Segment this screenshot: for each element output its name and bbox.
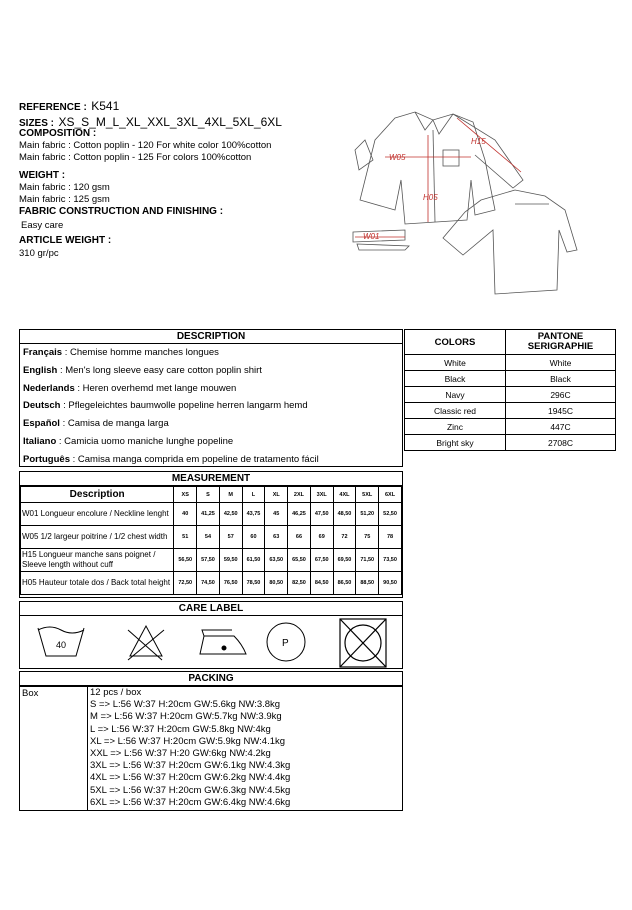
color-name: Navy xyxy=(405,387,506,403)
size-header: XS xyxy=(174,487,197,503)
wash-temp: 40 xyxy=(56,640,67,650)
measurement-value: 74,50 xyxy=(197,572,220,595)
description-title: DESCRIPTION xyxy=(20,330,402,344)
colors-row xyxy=(405,371,616,387)
measurement-row xyxy=(21,503,402,526)
description-text: : Heren overhemd met lange mouwen xyxy=(74,382,237,394)
pantone-code: 2708C xyxy=(506,435,616,451)
description-lang: Nederlands xyxy=(23,382,75,394)
colors-row xyxy=(405,403,616,419)
measurement-desc-header: Description xyxy=(21,487,174,503)
measurement-value: 40 xyxy=(174,503,197,526)
packing-line: 4XL => L:56 W:37 H:20cm GW:6.2kg NW:4.4kg xyxy=(90,772,291,784)
description-row xyxy=(20,433,402,451)
description-row xyxy=(20,415,402,433)
size-header: L xyxy=(242,487,265,503)
measurement-value: 51 xyxy=(174,526,197,549)
fabric-value: Easy care xyxy=(21,220,64,231)
description-lang: Português xyxy=(23,453,70,465)
measurement-row xyxy=(21,549,402,572)
description-text: : Pflegeleichtes baumwolle popeline herren langarm hemd xyxy=(60,400,308,412)
iron-low-icon xyxy=(200,630,246,654)
measurement-value: 78 xyxy=(379,526,402,549)
description-row xyxy=(20,451,402,469)
description-text: : Camisa manga comprida em popeline de tratamento fácil xyxy=(69,453,319,465)
measurement-value: 69,50 xyxy=(333,549,356,572)
packing-panel xyxy=(19,671,403,811)
measurement-value: 56,50 xyxy=(174,549,197,572)
no-tumble-dry-icon xyxy=(340,619,386,667)
measurement-value: 42,50 xyxy=(219,503,242,526)
measurement-value: 69 xyxy=(310,526,333,549)
colors-row xyxy=(405,435,616,451)
reference-label: REFERENCE : xyxy=(19,102,87,113)
measurement-row xyxy=(21,572,402,595)
measurement-value: 82,50 xyxy=(288,572,311,595)
measurement-value: 51,20 xyxy=(356,503,379,526)
care-label-panel xyxy=(19,601,403,669)
measurement-value: 80,50 xyxy=(265,572,288,595)
description-lang: English xyxy=(23,364,58,376)
color-name: Black xyxy=(405,371,506,387)
size-header: 5XL xyxy=(356,487,379,503)
packing-line: 5XL => L:56 W:37 H:20cm GW:6.3kg NW:4.5kg xyxy=(90,784,291,796)
measurement-table xyxy=(20,486,402,595)
measurement-value: 67,50 xyxy=(310,549,333,572)
packing-line: M => L:56 W:37 H:20cm GW:5.7kg NW:3.9kg xyxy=(90,711,282,723)
drawing-label-h05: H05 xyxy=(423,193,438,202)
colors-row xyxy=(405,387,616,403)
measurement-value: 41,25 xyxy=(197,503,220,526)
color-name: Zinc xyxy=(405,419,506,435)
packing-line: XXL => L:56 W:37 H:20 GW:6kg NW:4.2kg xyxy=(90,747,271,759)
no-bleach-icon xyxy=(128,626,164,660)
measurement-label: W01 Longueur encolure / Neckline lenght xyxy=(21,503,174,526)
size-header: 3XL xyxy=(310,487,333,503)
description-rows xyxy=(20,344,402,469)
color-name: White xyxy=(405,355,506,371)
description-lang: Español xyxy=(23,418,60,430)
measurement-value: 61,50 xyxy=(242,549,265,572)
packing-line: 3XL => L:56 W:37 H:20cm GW:6.1kg NW:4.3kg xyxy=(90,760,291,772)
measurement-value: 84,50 xyxy=(310,572,333,595)
article-weight-value: 310 gr/pc xyxy=(19,248,59,259)
measurement-value: 47,50 xyxy=(310,503,333,526)
packing-lines xyxy=(88,687,403,810)
measurement-value: 75 xyxy=(356,526,379,549)
description-lang: Deutsch xyxy=(23,400,61,412)
measurement-value: 66 xyxy=(288,526,311,549)
measurement-value: 73,50 xyxy=(379,549,402,572)
size-header: 6XL xyxy=(379,487,402,503)
sizes-label: SIZES : xyxy=(19,118,55,129)
size-header: XL xyxy=(265,487,288,503)
pantone-code: White xyxy=(506,355,616,371)
colors-table xyxy=(404,329,616,451)
measurement-value: 78,50 xyxy=(242,572,265,595)
description-row xyxy=(20,362,402,380)
reference-value: K541 xyxy=(91,99,120,113)
color-name: Bright sky xyxy=(405,435,506,451)
measurement-value: 63 xyxy=(265,526,288,549)
measurement-value: 63,50 xyxy=(265,549,288,572)
packing-box-label: Box xyxy=(20,687,88,810)
measurement-value: 72 xyxy=(333,526,356,549)
measurement-value: 90,50 xyxy=(379,572,402,595)
measurement-value: 48,50 xyxy=(333,503,356,526)
header-info xyxy=(19,97,339,260)
measurement-value: 54 xyxy=(197,526,220,549)
description-row xyxy=(20,380,402,398)
measurement-title: MEASUREMENT xyxy=(20,472,402,486)
measurement-value: 57,50 xyxy=(197,549,220,572)
packing-line: XL => L:56 W:37 H:20cm GW:5.9kg NW:4.1kg xyxy=(90,735,286,747)
care-icons xyxy=(20,616,400,670)
pantone-header: PANTONE SERIGRAPHIE xyxy=(506,330,616,355)
packing-line: L => L:56 W:37 H:20cm GW:5.8kg NW:4kg xyxy=(90,723,271,735)
shirt-technical-drawing xyxy=(345,100,585,300)
measurement-value: 52,50 xyxy=(379,503,402,526)
colors-panel xyxy=(404,329,616,451)
size-header: 2XL xyxy=(288,487,311,503)
drawing-label-h15: H15 xyxy=(471,137,486,146)
measurement-value: 88,50 xyxy=(356,572,379,595)
measurement-label: H05 Hauteur totale dos / Back total height xyxy=(21,572,174,595)
measurement-value: 45 xyxy=(265,503,288,526)
measurement-value: 43,75 xyxy=(242,503,265,526)
description-row xyxy=(20,344,402,362)
description-lang: Italiano xyxy=(23,435,57,447)
description-lang: Français xyxy=(23,347,63,358)
measurement-value: 71,50 xyxy=(356,549,379,572)
measurement-value: 86,50 xyxy=(333,572,356,595)
measurement-value: 60 xyxy=(242,526,265,549)
composition-label: COMPOSITION : xyxy=(19,128,97,139)
description-row xyxy=(20,397,402,415)
measurement-value: 59,50 xyxy=(219,549,242,572)
sizes-value: XS_S_M_L_XL_XXL_3XL_4XL_5XL_6XL xyxy=(58,115,282,129)
drawing-label-w05: W05 xyxy=(389,153,406,162)
measurement-value: 57 xyxy=(219,526,242,549)
dry-clean-letter: P xyxy=(282,638,289,649)
packing-line: 12 pcs / box xyxy=(90,687,142,698)
description-text: : Camisa de manga larga xyxy=(59,418,169,430)
description-panel xyxy=(19,329,403,467)
composition-line-1: Main fabric : Cotton poplin - 120 For white color 100%cotton xyxy=(19,140,272,151)
measurement-panel xyxy=(19,471,403,598)
size-header: M xyxy=(219,487,242,503)
pantone-code: 1945C xyxy=(506,403,616,419)
packing-title: PACKING xyxy=(20,672,402,686)
description-text: : Camicia uomo maniche lunghe popeline xyxy=(56,435,234,447)
weight-label: WEIGHT : xyxy=(19,170,66,181)
description-text: : Men's long sleeve easy care cotton poplin shirt xyxy=(57,364,262,376)
size-header: 4XL xyxy=(333,487,356,503)
measurement-value: 65,50 xyxy=(288,549,311,572)
packing-table xyxy=(20,686,402,810)
pantone-code: 296C xyxy=(506,387,616,403)
colors-row xyxy=(405,419,616,435)
measurement-value: 72,50 xyxy=(174,572,197,595)
colors-header: COLORS xyxy=(405,330,506,355)
measurement-value: 46,25 xyxy=(288,503,311,526)
measurement-label: W05 1/2 largeur poitrine / 1/2 chest width xyxy=(21,526,174,549)
fabric-label: FABRIC CONSTRUCTION AND FINISHING : xyxy=(19,206,224,217)
color-name: Classic red xyxy=(405,403,506,419)
weight-line-2: Main fabric : 125 gsm xyxy=(19,194,110,205)
description-text: : Chemise homme manches longues xyxy=(62,347,219,358)
measurement-label: H15 Longueur manche sans poignet / Sleeve length without cuff xyxy=(21,549,174,572)
weight-line-1: Main fabric : 120 gsm xyxy=(19,182,110,193)
pantone-code: Black xyxy=(506,371,616,387)
packing-line: 6XL => L:56 W:37 H:20cm GW:6.4kg NW:4.6kg xyxy=(90,796,291,808)
measurement-value: 76,50 xyxy=(219,572,242,595)
colors-row xyxy=(405,355,616,371)
care-label-title: CARE LABEL xyxy=(20,602,402,616)
composition-line-2: Main fabric : Cotton poplin - 125 For colors 100%cotton xyxy=(19,152,252,163)
drawing-label-w01: W01 xyxy=(363,232,380,241)
article-weight-label: ARTICLE WEIGHT : xyxy=(19,235,112,246)
pantone-code: 447C xyxy=(506,419,616,435)
packing-line: S => L:56 W:37 H:20cm GW:5.6kg NW:3.8kg xyxy=(90,699,281,711)
measurement-row xyxy=(21,526,402,549)
size-header: S xyxy=(197,487,220,503)
